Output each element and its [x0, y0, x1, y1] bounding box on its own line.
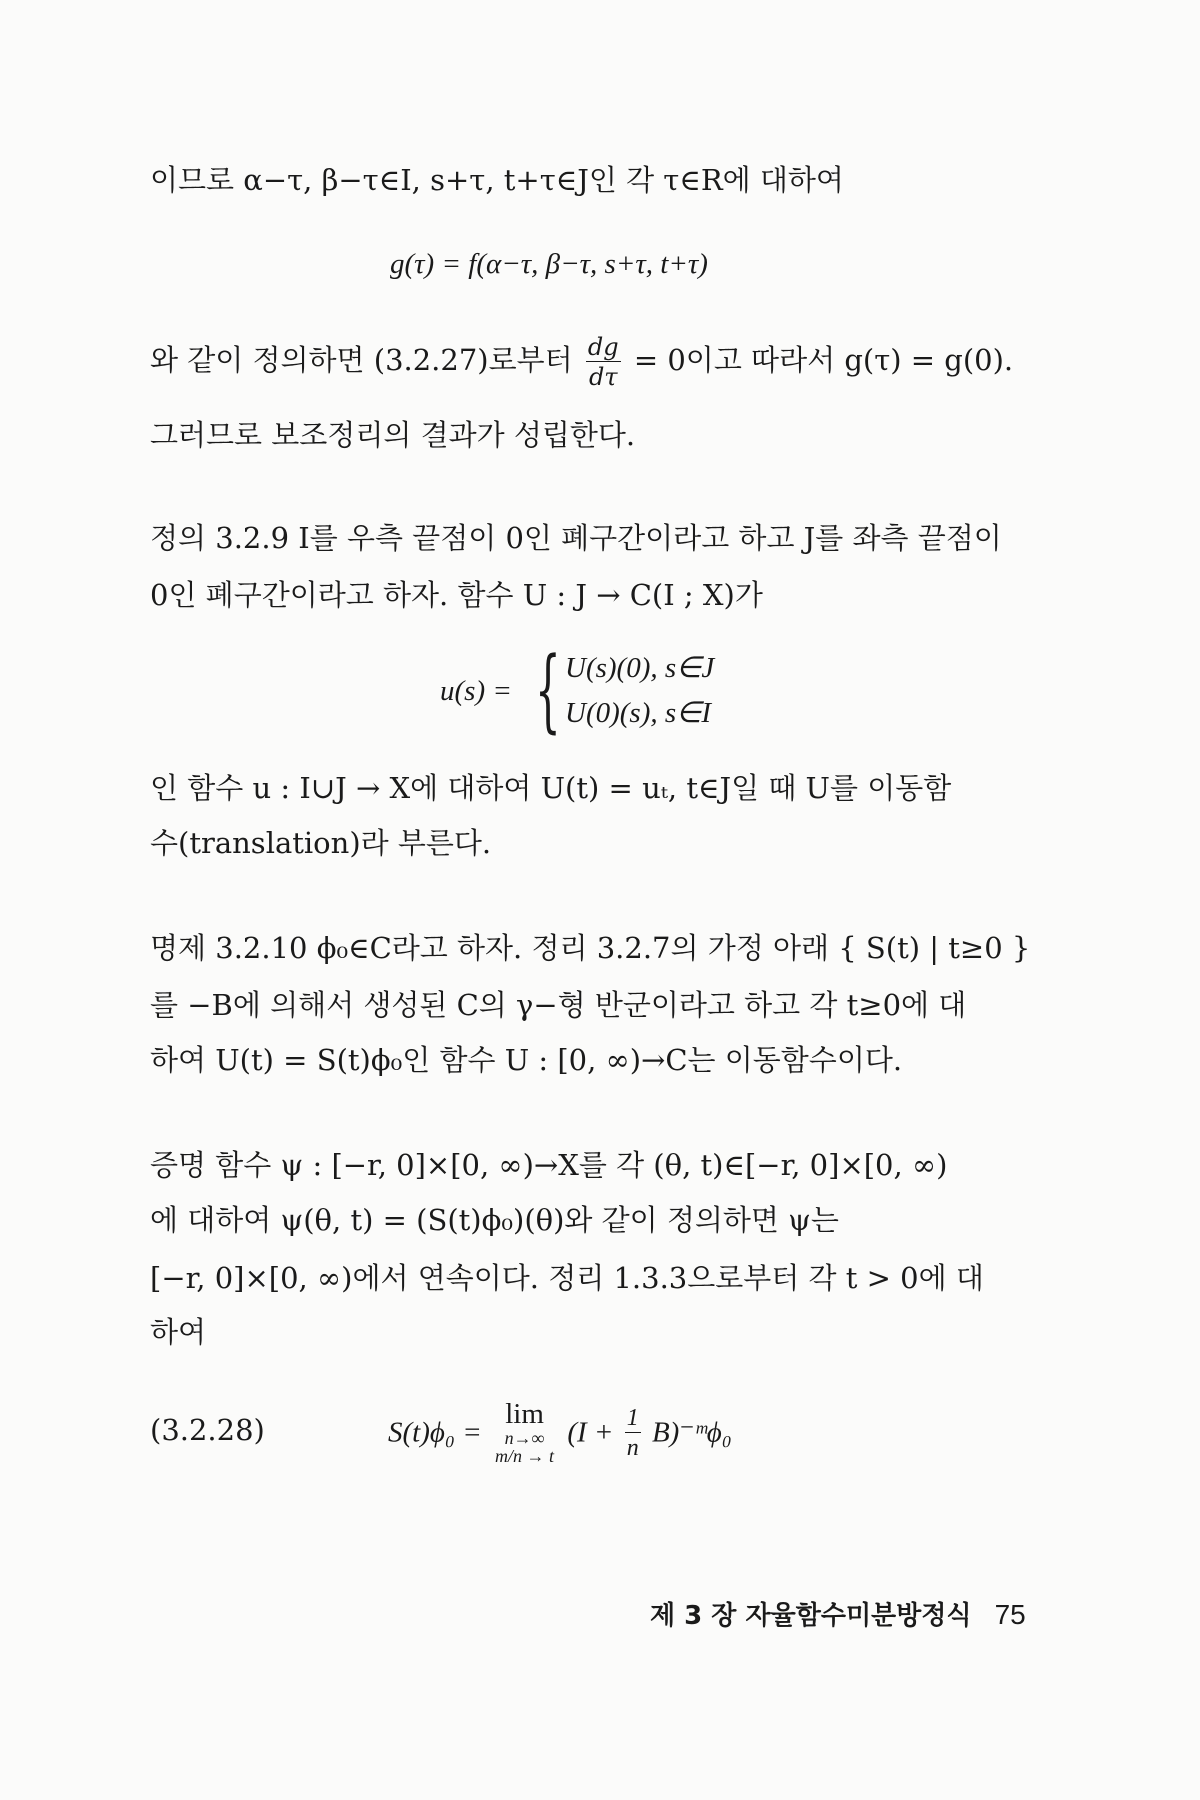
definition-3-2-9-line-2: 0인 폐구간이라고 하자. 함수 U : J → C(I ; X)가 — [150, 578, 763, 612]
equation-3-2-28 — [150, 1400, 1030, 1510]
proposition-3-2-10-line-3: 하여 U(t) = S(t)ϕ₀인 함수 U : [0, ∞)→C는 이동함수이다. — [150, 1043, 903, 1077]
text-line-6: 인 함수 u : I∪J → X에 대하여 U(t) = uₜ, t∈J일 때 U를 이동함 — [150, 771, 952, 805]
fraction-numerator: dg — [587, 333, 619, 361]
proof-line-1: 증명 함수 ψ : [−r, 0]×[0, ∞)→X를 각 (θ, t)∈[−r, 0]×[0, ∞) — [150, 1148, 948, 1182]
derivative-fraction — [586, 335, 621, 389]
definition-3-2-9-line-1: 정의 3.2.9 I를 우측 끝점이 0인 폐구간이라고 하고 J를 좌측 끝점이 — [150, 521, 1002, 555]
text-line-2a: 와 같이 정의하면 (3.2.27)로부터 — [150, 343, 573, 377]
chapter-title: 제 3 장 자율함수미분방정식 — [650, 1601, 972, 1631]
limit-subscript-2: m/n → t — [495, 1446, 555, 1466]
fraction-denominator-n: n — [626, 1434, 639, 1461]
proof-line-3: [−r, 0]×[0, ∞)에서 연속이다. 정리 1.3.3으로부터 각 t > 0에 대 — [150, 1261, 984, 1295]
equation-rhs-b: B)⁻ᵐϕ₀ — [651, 1416, 732, 1449]
one-over-n-fraction — [625, 1406, 641, 1460]
equation-g-tau: g(τ) = f(α−τ, β−τ, s+τ, t+τ) — [390, 248, 708, 280]
proposition-3-2-10-line-1: 명제 3.2.10 ϕ₀∈C라고 하자. 정리 3.2.7의 가정 아래 { S(t) | t≥0 } — [150, 931, 1031, 965]
text-line-7: 수(translation)라 부른다. — [150, 826, 492, 860]
text-line-2b: = 0이고 따라서 g(τ) = g(0). — [633, 343, 1014, 377]
proof-line-4: 하여 — [150, 1315, 207, 1349]
equation-body — [388, 1400, 732, 1465]
limit-word: lim — [505, 1398, 544, 1430]
equation-lhs: S(t)ϕ₀ = — [388, 1416, 482, 1449]
left-brace: { — [535, 638, 561, 743]
page-footer — [650, 1595, 1026, 1632]
equation-label: (3.2.28) — [150, 1413, 265, 1447]
piecewise-case-2: U(0)(s), s∈I — [565, 697, 712, 729]
piecewise-lhs: u(s) = — [440, 675, 512, 707]
text-line-1: 이므로 α−τ, β−τ∈I, s+τ, t+τ∈J인 각 τ∈R에 대하여 — [150, 163, 844, 197]
equation-rhs-a: (I + — [567, 1416, 614, 1449]
piecewise-case-1: U(s)(0), s∈J — [565, 652, 715, 684]
page-number: 75 — [994, 1599, 1026, 1630]
fraction-numerator-one: 1 — [626, 1404, 639, 1431]
limit-subscript-1: n→∞ — [504, 1428, 545, 1448]
fraction-denominator: dτ — [588, 363, 618, 391]
limit-operator — [495, 1400, 554, 1465]
proposition-3-2-10-line-2: 를 −B에 의해서 생성된 C의 γ−형 반군이라고 하고 각 t≥0에 대 — [150, 988, 967, 1022]
text-line-2 — [150, 335, 1030, 389]
proof-line-2: 에 대하여 ψ(θ, t) = (S(t)ϕ₀)(θ)와 같이 정의하면 ψ는 — [150, 1203, 839, 1237]
text-line-3: 그러므로 보조정리의 결과가 성립한다. — [150, 418, 636, 452]
